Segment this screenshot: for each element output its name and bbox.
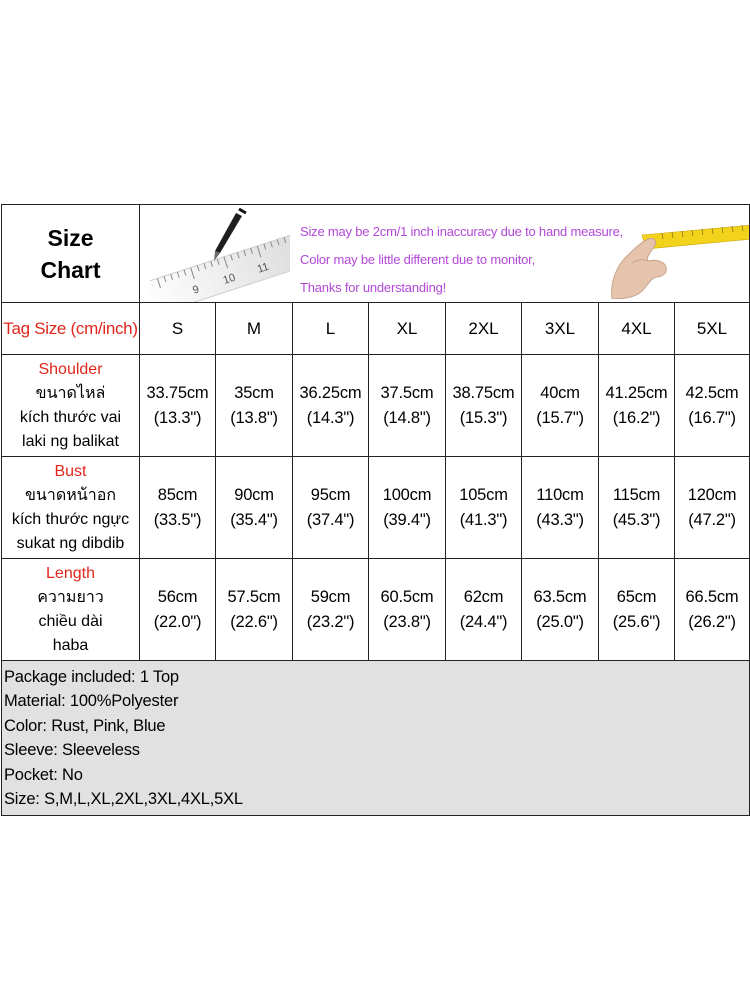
value-cm: 90cm <box>234 485 274 504</box>
table-cell <box>522 457 599 559</box>
note-color: Color may be little different due to monitor, <box>300 252 535 267</box>
label-vietnamese: kích thước ngực <box>11 510 130 528</box>
table-cell <box>675 355 750 457</box>
size-chart-table <box>1 204 750 816</box>
bust-label <box>2 457 140 559</box>
label-filipino: haba <box>52 636 89 654</box>
value-cm: 42.5cm <box>685 383 739 402</box>
value-inch: (25.6") <box>612 612 661 631</box>
value-cm: 33.75cm <box>146 383 209 402</box>
product-info-row <box>2 661 750 816</box>
title-line-1: Size <box>47 224 94 251</box>
value-cm: 60.5cm <box>380 587 434 606</box>
size-l: L <box>293 303 369 355</box>
bust-row <box>2 457 750 559</box>
value-cm: 115cm <box>612 485 661 504</box>
size-4xl: 4XL <box>599 303 675 355</box>
info-sizes: Size: S,M,L,XL,2XL,3XL,4XL,5XL <box>4 790 243 809</box>
value-cm: 85cm <box>157 485 198 504</box>
label-filipino: laki ng balikat <box>22 432 119 450</box>
value-cm: 36.25cm <box>299 383 362 402</box>
label-english: Bust <box>54 462 87 480</box>
length-row <box>2 559 750 661</box>
ruler-pen-illustration <box>150 207 290 303</box>
table-cell <box>140 457 216 559</box>
table-cell <box>599 457 675 559</box>
value-inch: (33.5") <box>153 510 202 529</box>
value-inch: (43.3") <box>536 510 584 529</box>
table-cell <box>216 355 293 457</box>
value-inch: (22.0") <box>153 612 202 631</box>
tape-measure-icon <box>642 225 750 249</box>
value-cm: 120cm <box>687 485 737 504</box>
label-english: Length <box>46 564 95 582</box>
label-english: Shoulder <box>38 360 103 378</box>
size-2xl: 2XL <box>446 303 522 355</box>
value-cm: 63.5cm <box>533 587 587 606</box>
size-header-row <box>2 303 750 355</box>
value-inch: (16.2") <box>612 408 661 427</box>
note-accuracy: Size may be 2cm/1 inch inaccuracy due to hand measure, <box>300 224 624 239</box>
label-vietnamese: chiều dài <box>38 612 103 630</box>
value-inch: (45.3") <box>612 510 661 529</box>
table-cell <box>216 457 293 559</box>
value-inch: (14.8") <box>383 408 431 427</box>
table-cell <box>293 559 369 661</box>
value-inch: (16.7") <box>688 408 736 427</box>
value-inch: (23.8") <box>383 612 431 631</box>
size-5xl: 5XL <box>675 303 750 355</box>
table-cell <box>675 559 750 661</box>
ruler-tick-11: 11 <box>255 260 271 276</box>
value-cm: 66.5cm <box>685 587 739 606</box>
label-filipino: sukat ng dibdib <box>16 534 125 552</box>
value-cm: 62cm <box>463 587 504 606</box>
value-inch: (47.2") <box>688 510 736 529</box>
table-cell <box>522 559 599 661</box>
value-cm: 100cm <box>382 485 432 504</box>
table-cell <box>369 559 446 661</box>
size-chart-title <box>2 205 140 303</box>
table-cell <box>293 355 369 457</box>
value-inch: (14.3") <box>306 408 355 427</box>
size-3xl: 3XL <box>522 303 599 355</box>
value-inch: (41.3") <box>459 510 508 529</box>
table-cell <box>599 355 675 457</box>
table-cell <box>369 355 446 457</box>
info-sleeve: Sleeve: Sleeveless <box>4 741 140 760</box>
value-inch: (25.0") <box>536 612 584 631</box>
value-cm: 105cm <box>459 485 508 504</box>
value-cm: 56cm <box>157 587 198 606</box>
value-inch: (13.8") <box>230 408 278 427</box>
shoulder-label <box>2 355 140 457</box>
value-inch: (39.4") <box>383 510 431 529</box>
value-cm: 40cm <box>540 383 580 402</box>
table-cell <box>446 355 522 457</box>
value-cm: 57.5cm <box>227 587 281 606</box>
table-cell <box>293 457 369 559</box>
size-xl: XL <box>369 303 446 355</box>
info-package: Package included: 1 Top <box>4 668 179 686</box>
value-inch: (37.4") <box>306 510 355 529</box>
tag-size-label: Tag Size (cm/inch) <box>2 303 140 355</box>
measure-banner <box>140 205 750 303</box>
table-cell <box>446 457 522 559</box>
label-vietnamese: kích thước vai <box>19 408 122 426</box>
value-inch: (24.4") <box>459 612 508 631</box>
table-cell <box>140 559 216 661</box>
length-label <box>2 559 140 661</box>
product-info <box>2 661 750 816</box>
value-inch: (35.4") <box>230 510 278 529</box>
shoulder-row <box>2 355 750 457</box>
ruler-tick-9: 9 <box>191 283 201 297</box>
info-color: Color: Rust, Pink, Blue <box>4 716 166 735</box>
ruler-tick-10: 10 <box>221 271 237 287</box>
value-cm: 37.5cm <box>380 383 434 402</box>
value-inch: (13.3") <box>153 408 202 427</box>
info-pocket: Pocket: No <box>4 765 83 784</box>
value-inch: (23.2") <box>306 612 355 631</box>
size-s: S <box>140 303 216 355</box>
info-material: Material: 100%Polyester <box>4 692 179 711</box>
table-cell <box>599 559 675 661</box>
value-cm: 38.75cm <box>452 383 515 402</box>
table-cell <box>369 457 446 559</box>
value-inch: (15.7") <box>536 408 584 427</box>
value-inch: (22.6") <box>230 612 278 631</box>
table-cell <box>140 355 216 457</box>
value-inch: (15.3") <box>459 408 508 427</box>
table-cell <box>522 355 599 457</box>
value-cm: 95cm <box>310 485 351 504</box>
title-line-2: Chart <box>40 256 101 283</box>
value-inch: (26.2") <box>688 612 736 631</box>
value-cm: 35cm <box>234 383 274 402</box>
title-row <box>2 205 750 303</box>
value-cm: 65cm <box>616 587 657 606</box>
hand-tape-measure-illustration <box>602 213 750 299</box>
note-thanks: Thanks for understanding! <box>300 280 447 295</box>
value-cm: 110cm <box>536 485 584 504</box>
label-thai: ความยาว <box>37 588 104 606</box>
label-thai: ขนาดหน้าอก <box>24 486 116 504</box>
value-cm: 41.25cm <box>605 383 668 402</box>
size-m: M <box>216 303 293 355</box>
banner-notes <box>300 218 623 302</box>
value-cm: 59cm <box>310 587 351 606</box>
label-thai: ขนาดไหล่ <box>35 384 106 402</box>
table-cell <box>446 559 522 661</box>
table-cell <box>675 457 750 559</box>
table-cell <box>216 559 293 661</box>
